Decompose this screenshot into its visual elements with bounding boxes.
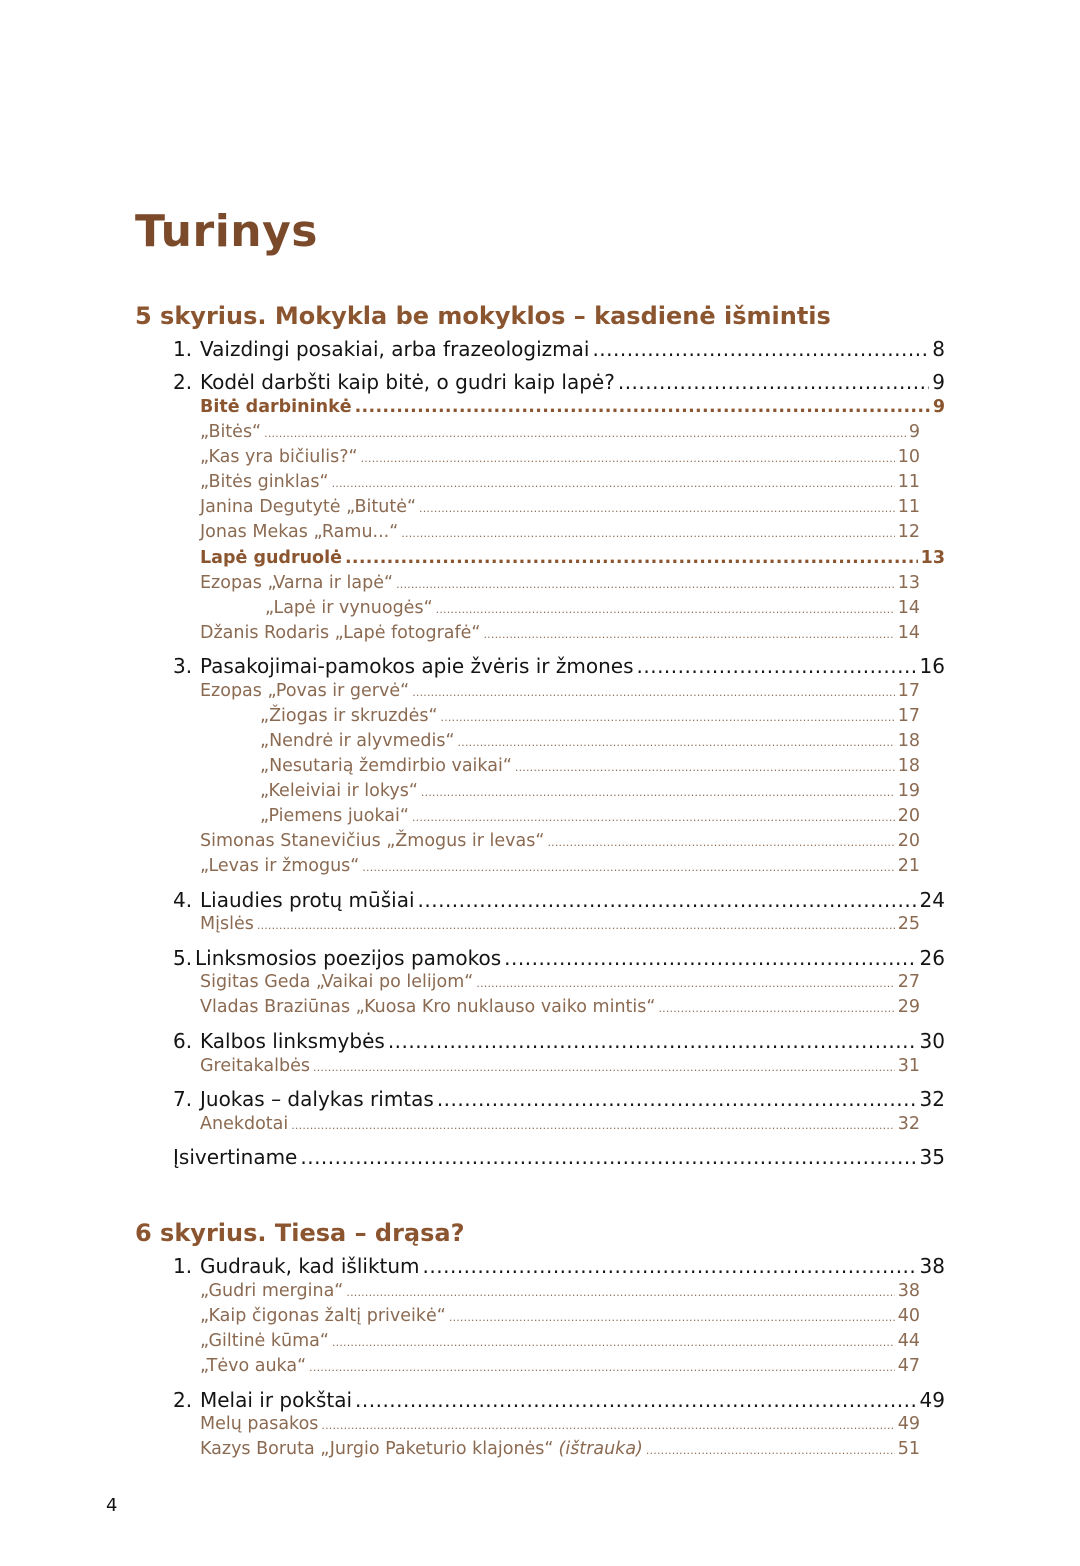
item-title: Melų pasakos — [200, 1414, 319, 1434]
item-title: „Kas yra bičiulis?“ — [200, 447, 358, 467]
toc-item[interactable] — [200, 829, 920, 854]
toc-item[interactable] — [200, 470, 920, 495]
toc-item[interactable] — [200, 1112, 920, 1137]
section-number: 6. — [173, 1029, 193, 1053]
page-ref: 11 — [897, 472, 920, 492]
leader-dots — [476, 971, 894, 996]
page-ref: 12 — [897, 522, 920, 542]
page-ref: 24 — [919, 888, 945, 912]
subsection-title: Lapė gudruolė — [200, 548, 342, 568]
toc-subsection[interactable] — [200, 546, 945, 571]
leader-dots — [412, 805, 895, 830]
item-title: Janina Degutytė „Bitutė“ — [200, 497, 417, 517]
page-ref: 11 — [897, 497, 920, 517]
page-ref: 35 — [919, 1145, 945, 1169]
page-ref: 18 — [897, 731, 920, 751]
item-title: Mįslės — [200, 914, 254, 934]
leader-dots — [264, 421, 906, 446]
leader-dots — [355, 1387, 917, 1413]
leader-dots — [419, 496, 895, 521]
page-ref: 31 — [897, 1056, 920, 1076]
item-title: „Tėvo auka“ — [200, 1356, 307, 1376]
page-number: 4 — [106, 1495, 118, 1516]
leader-dots — [423, 1253, 917, 1279]
item-title: „Bitės“ — [200, 422, 262, 442]
section-title: Kalbos linksmybės — [200, 1029, 385, 1053]
item-title: Simonas Stanevičius „Žmogus ir levas“ — [200, 831, 545, 851]
toc-item[interactable] — [200, 1354, 920, 1379]
toc-item[interactable] — [260, 779, 920, 804]
leader-dots — [401, 521, 894, 546]
leader-dots — [412, 680, 895, 705]
page-ref: 18 — [897, 756, 920, 776]
leader-dots — [257, 913, 895, 938]
page-ref: 8 — [932, 337, 945, 361]
toc-item[interactable] — [200, 679, 920, 704]
toc-section[interactable] — [173, 1028, 945, 1054]
leader-dots — [437, 1086, 917, 1112]
toc-section[interactable] — [173, 336, 945, 362]
item-title: „Kaip čigonas žaltį priveikė“ — [200, 1306, 446, 1326]
leader-dots — [483, 622, 894, 647]
page-ref: 51 — [897, 1439, 920, 1459]
leader-dots — [418, 887, 917, 913]
section-title: Melai ir pokštai — [200, 1388, 353, 1412]
page-ref: 17 — [897, 681, 920, 701]
toc-subsection[interactable] — [200, 395, 945, 420]
toc-item[interactable] — [260, 754, 920, 779]
leader-dots — [362, 855, 894, 880]
page-ref: 32 — [897, 1114, 920, 1134]
toc-item[interactable] — [200, 854, 920, 879]
item-title: „Nendrė ir alyvmedis“ — [260, 731, 455, 751]
page-ref: 14 — [897, 623, 920, 643]
page-ref: 9 — [932, 397, 945, 417]
toc-item[interactable] — [260, 804, 920, 829]
section-number: 1. — [173, 337, 193, 361]
section-number: 1. — [173, 1254, 193, 1278]
page-title: Turinys — [135, 206, 318, 257]
toc-item[interactable] — [200, 1437, 920, 1462]
item-title: „Piemens juokai“ — [260, 806, 409, 826]
section-title: Kodėl darbšti kaip bitė, o gudri kaip lapė? — [200, 370, 615, 394]
page-ref: 27 — [897, 972, 920, 992]
toc-item[interactable] — [200, 1304, 920, 1329]
section-title: Įsivertiname — [173, 1145, 298, 1169]
section-number: 3. — [173, 654, 193, 678]
page-ref: 30 — [919, 1029, 945, 1053]
page-ref: 13 — [897, 573, 920, 593]
toc-item[interactable] — [200, 1054, 920, 1079]
toc-item[interactable] — [200, 1329, 920, 1354]
page-ref: 19 — [897, 781, 920, 801]
toc-item[interactable] — [200, 495, 920, 520]
section-number: 2. — [173, 1388, 193, 1412]
toc-item[interactable] — [260, 729, 920, 754]
leader-dots — [658, 996, 894, 1021]
item-title: „Giltinė kūma“ — [200, 1331, 329, 1351]
item-title: Ezopas „Povas ir gervė“ — [200, 681, 410, 701]
toc-evaluation[interactable] — [173, 1144, 945, 1170]
leader-dots — [346, 1280, 894, 1305]
toc-item[interactable] — [200, 995, 920, 1020]
leader-dots — [547, 830, 894, 855]
toc-item[interactable] — [260, 704, 920, 729]
item-title: „Lapė ir vynuogės“ — [265, 598, 433, 618]
chapter-heading: 6 skyrius. Tiesa – drąsa? — [135, 1219, 465, 1247]
toc-item[interactable] — [200, 912, 920, 937]
leader-dots — [646, 1438, 895, 1463]
toc-item[interactable] — [200, 1412, 920, 1437]
section-number: 5. — [173, 946, 193, 970]
leader-dots — [504, 945, 916, 971]
section-title: Juokas – dalykas rimtas — [200, 1087, 434, 1111]
leader-dots — [291, 1113, 894, 1138]
item-title: „Žiogas ir skruzdės“ — [260, 706, 438, 726]
page-ref: 9 — [908, 422, 920, 442]
leader-dots — [515, 755, 895, 780]
leader-dots — [309, 1355, 895, 1380]
section-title: Gudrauk, kad išliktum — [200, 1254, 420, 1278]
page-ref: 44 — [897, 1331, 920, 1351]
toc-item[interactable] — [200, 445, 920, 470]
leader-dots — [300, 1144, 916, 1170]
section-title: Linksmosios poezijos pamokos — [195, 946, 502, 970]
leader-dots — [332, 471, 895, 496]
leader-dots — [321, 1413, 894, 1438]
leader-dots — [449, 1305, 895, 1330]
section-title: Liaudies protų mūšiai — [200, 888, 415, 912]
toc-item[interactable] — [200, 1279, 920, 1304]
leader-dots — [637, 653, 917, 679]
item-title: „Levas ir žmogus“ — [200, 856, 360, 876]
section-number: 7. — [173, 1087, 193, 1111]
page-ref: 20 — [897, 806, 920, 826]
page-ref: 17 — [897, 706, 920, 726]
toc-section[interactable] — [173, 945, 945, 971]
item-title: Sigitas Geda „Vaikai po lelijom“ — [200, 972, 474, 992]
leader-dots — [436, 597, 895, 622]
page-ref: 10 — [897, 447, 920, 467]
section-number: 2. — [173, 370, 193, 394]
page-ref: 49 — [897, 1414, 920, 1434]
page-ref: 25 — [897, 914, 920, 934]
page-ref: 29 — [897, 997, 920, 1017]
item-title: „Bitės ginklas“ — [200, 472, 329, 492]
item-title: Jonas Mekas „Ramu...“ — [200, 522, 399, 542]
page-ref: 32 — [919, 1087, 945, 1111]
leader-dots — [313, 1055, 895, 1080]
excerpt-note: (ištrauka) — [558, 1439, 643, 1459]
page-ref: 13 — [920, 548, 945, 568]
leader-dots — [458, 730, 895, 755]
page-ref: 49 — [919, 1388, 945, 1412]
section-number: 4. — [173, 888, 193, 912]
section-title: Vaizdingi posakiai, arba frazeologizmai — [200, 337, 590, 361]
page-ref: 21 — [897, 856, 920, 876]
toc-section[interactable] — [173, 653, 945, 679]
toc-item[interactable] — [200, 420, 920, 445]
page-ref: 26 — [919, 946, 945, 970]
leader-dots — [345, 546, 918, 571]
page-ref: 20 — [897, 831, 920, 851]
leader-dots — [361, 446, 895, 471]
chapter-heading: 5 skyrius. Mokykla be mokyklos – kasdienė išmintis — [135, 302, 831, 330]
page-ref: 14 — [897, 598, 920, 618]
item-title: „Nesutarią žemdirbio vaikai“ — [260, 756, 512, 776]
page-ref: 38 — [897, 1281, 920, 1301]
toc-item[interactable] — [265, 596, 920, 621]
toc-item[interactable] — [200, 621, 920, 646]
toc-section[interactable] — [173, 887, 945, 913]
leader-dots — [396, 572, 895, 597]
leader-dots — [618, 369, 929, 395]
toc-section[interactable] — [173, 1253, 945, 1279]
item-title: Anekdotai — [200, 1114, 289, 1134]
item-title: Ezopas „Varna ir lapė“ — [200, 573, 394, 593]
item-title: Vladas Braziūnas „Kuosa Kro nuklauso vaiko mintis“ — [200, 997, 656, 1017]
leader-dots — [441, 705, 895, 730]
page-ref: 40 — [897, 1306, 920, 1326]
page-ref: 47 — [897, 1356, 920, 1376]
toc-section[interactable] — [173, 1387, 945, 1413]
section-title: Pasakojimai-pamokos apie žvėris ir žmones — [200, 654, 634, 678]
leader-dots — [592, 336, 929, 362]
toc-section[interactable] — [173, 369, 945, 395]
toc-item[interactable] — [200, 571, 920, 596]
toc-section[interactable] — [173, 1086, 945, 1112]
toc-item[interactable] — [200, 970, 920, 995]
page-ref: 9 — [932, 370, 945, 394]
item-title: „Gudri mergina“ — [200, 1281, 344, 1301]
item-title: Džanis Rodaris „Lapė fotografė“ — [200, 623, 481, 643]
leader-dots — [421, 780, 895, 805]
item-title: „Keleiviai ir lokys“ — [260, 781, 418, 801]
page-ref: 16 — [919, 654, 945, 678]
leader-dots — [388, 1028, 917, 1054]
toc-item[interactable] — [200, 520, 920, 545]
subsection-title: Bitė darbininkė — [200, 397, 352, 417]
item-title: Greitakalbės — [200, 1056, 310, 1076]
leader-dots — [355, 395, 930, 420]
item-title: Kazys Boruta „Jurgio Paketurio klajonės“ — [200, 1439, 554, 1459]
page-ref: 38 — [919, 1254, 945, 1278]
leader-dots — [332, 1330, 895, 1355]
